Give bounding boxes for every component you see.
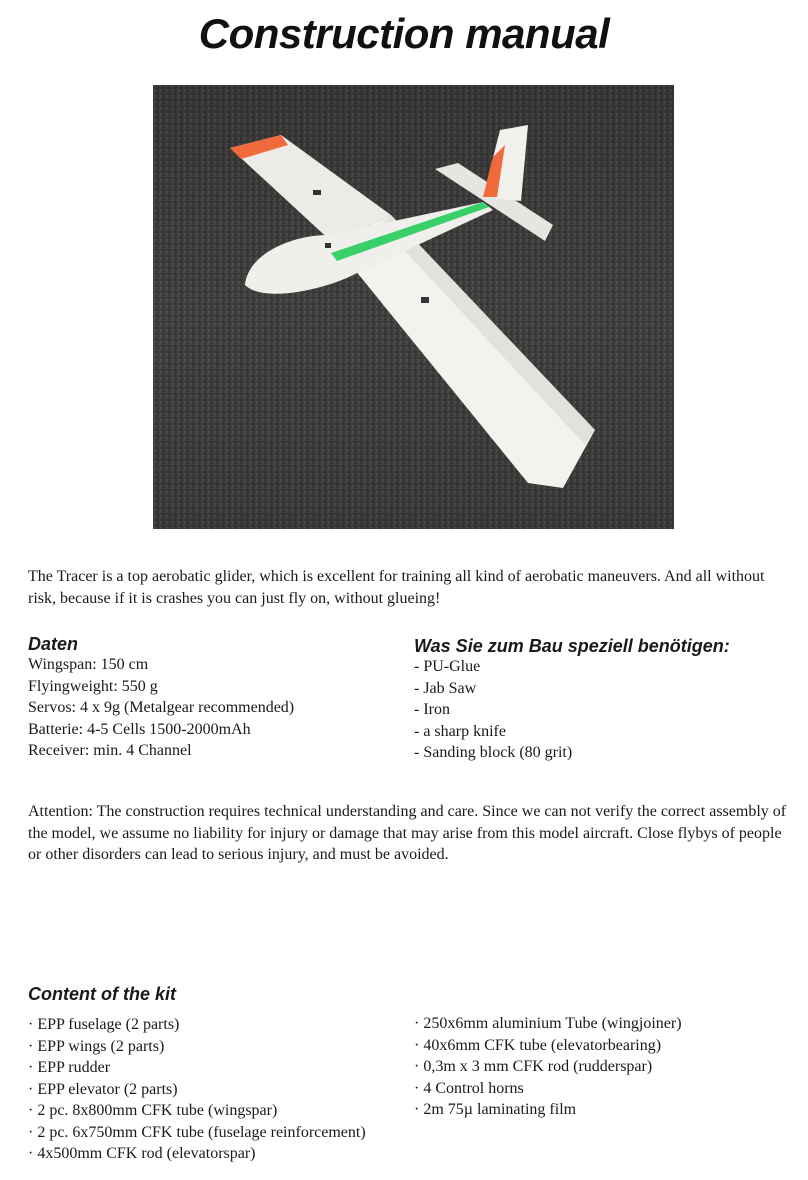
kit-item-label: 2m 75µ laminating film (423, 1101, 577, 1118)
kit-item-label: EPP fuselage (2 parts) (37, 1016, 180, 1033)
kit-item (28, 1079, 366, 1101)
kit-item-label: EPP wings (2 parts) (37, 1037, 165, 1055)
bullet: · (28, 1145, 34, 1162)
tools-item (414, 656, 730, 678)
kit-list-right (414, 1013, 682, 1121)
bullet: · (414, 1036, 420, 1054)
kit-item-label: 2 pc. 6x750mm CFK tube (fuselage reinforcement) (37, 1123, 366, 1141)
kit-item-label: 2 pc. 8x800mm CFK tube (wingspar) (37, 1102, 278, 1119)
tools-item (414, 678, 730, 700)
bullet: - (414, 679, 420, 697)
kit-item (28, 1057, 366, 1079)
kit-item (414, 1099, 682, 1121)
daten-line: Receiver: min. 4 Channel (28, 742, 192, 759)
tools-item-label: a sharp knife (423, 722, 506, 740)
tools-heading: Was Sie zum Bau speziell benötigen: (414, 636, 730, 656)
daten-line: Flyingweight: 550 g (28, 677, 158, 695)
tools-item-label: Iron (423, 701, 450, 718)
kit-item (414, 1035, 682, 1057)
kit-item-label: EPP elevator (2 parts) (37, 1080, 178, 1098)
daten-line: Wingspan: 150 cm (28, 656, 149, 673)
bullet: · (28, 1059, 34, 1076)
bullet: · (28, 1080, 34, 1098)
bullet: - (414, 722, 420, 740)
kit-heading: Content of the kit (28, 984, 176, 1004)
bullet: - (414, 744, 420, 761)
daten-line: Servos: 4 x 9g (Metalgear recommended) (28, 699, 295, 716)
kit-item (414, 1056, 682, 1078)
kit-item-label: 4x500mm CFK rod (elevatorspar) (37, 1145, 256, 1162)
kit-item-label: 4 Control horns (423, 1079, 524, 1097)
kit-item-label: 0,3m x 3 mm CFK rod (rudderspar) (423, 1058, 653, 1075)
tools-item-label: Sanding block (80 grit) (423, 744, 573, 761)
tools-section (414, 636, 730, 764)
kit-item (414, 1013, 682, 1035)
bullet: - (414, 658, 420, 675)
kit-item (28, 1143, 366, 1165)
bullet: · (414, 1079, 420, 1097)
kit-item (28, 1100, 366, 1122)
bullet: · (414, 1058, 420, 1075)
kit-item-label: EPP rudder (37, 1059, 111, 1076)
daten-heading: Daten (28, 634, 79, 654)
intro-paragraph: The Tracer is a top aerobatic glider, which is excellent for training all kind of aerobatic maneuvers. And all without risk, because if it is crashes you can just fly on, without glueing! (28, 568, 765, 607)
bullet: - (414, 701, 420, 718)
kit-item (28, 1122, 366, 1144)
daten-line: Batterie: 4-5 Cells 1500-2000mAh (28, 720, 251, 738)
kit-item (414, 1078, 682, 1100)
bullet: · (28, 1102, 34, 1119)
bullet: · (414, 1015, 420, 1032)
tools-item (414, 742, 730, 764)
kit-item-label: 40x6mm CFK tube (elevatorbearing) (423, 1036, 662, 1054)
kit-item-label: 250x6mm aluminium Tube (wingjoiner) (423, 1015, 682, 1032)
glider-photo (153, 85, 674, 529)
tools-item (414, 721, 730, 743)
tools-item-label: PU-Glue (423, 658, 481, 675)
tools-item-label: Jab Saw (423, 679, 477, 697)
bullet: · (28, 1016, 34, 1033)
daten-section (28, 634, 294, 762)
attention-paragraph: Attention: The construction requires technical understanding and care. Since we can not verify the correct assembly of the model, we assume no liability for injury or damage that may arise from this model aircraft. Close flybys of people or other disorders can lead to serious injury, and must be avoided. (28, 803, 787, 863)
tools-item (414, 699, 730, 721)
bullet: · (414, 1101, 420, 1118)
kit-item (28, 1036, 366, 1058)
bullet: · (28, 1037, 34, 1055)
glider-illustration (153, 85, 674, 529)
kit-item (28, 1014, 366, 1036)
page-title: Construction manual (198, 10, 610, 57)
bullet: · (28, 1123, 34, 1141)
kit-list-left (28, 1014, 366, 1165)
